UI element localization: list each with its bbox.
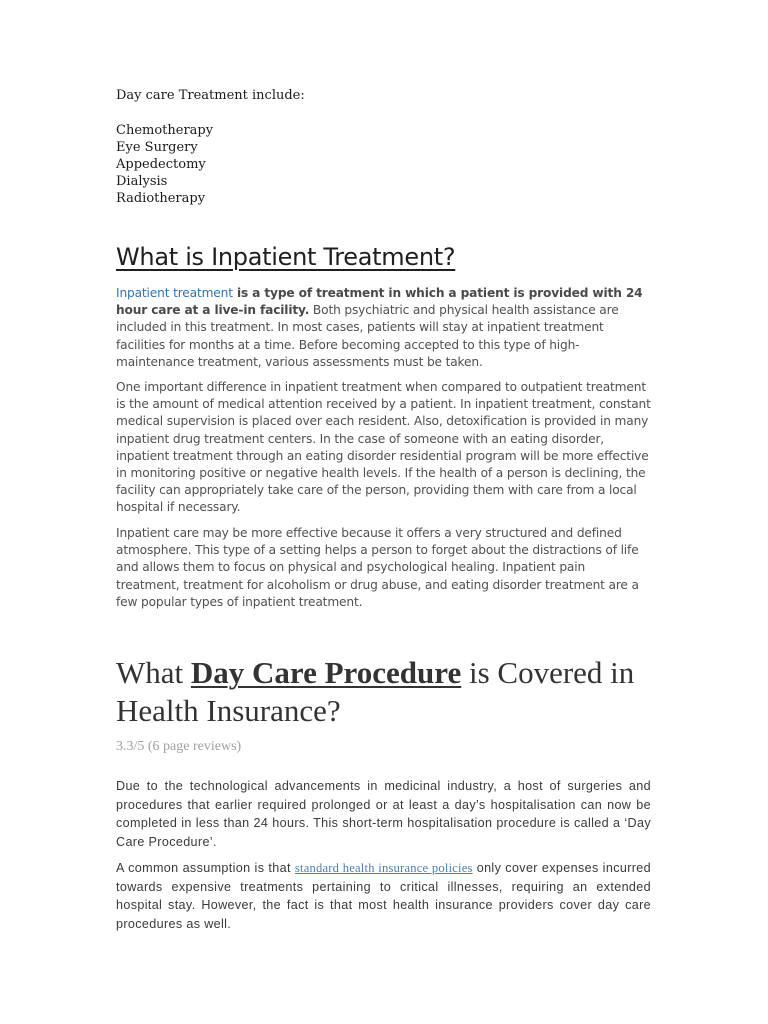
list-item: Chemotherapy bbox=[116, 123, 214, 138]
list-item: Radiotherapy bbox=[116, 191, 206, 206]
inpatient-heading: What is Inpatient Treatment? bbox=[116, 243, 456, 271]
heading-emphasis[interactable]: Day Care Procedure bbox=[190, 655, 462, 690]
day-care-paragraph-2-prefix: A common assumption is that bbox=[116, 861, 295, 875]
day-care-procedure-heading bbox=[116, 654, 636, 730]
day-care-paragraph-2-rest: only cover expenses incurred towards expensive treatments pertaining to critical illnesses, requiring an extended hospital stay. However, the fact is that most health insurance providers cover day care procedures as well. bbox=[116, 861, 651, 931]
day-care-paragraph-1: Due to the technological advancements in medicinal industry, a host of surgeries and procedures that earlier required prolonged or at least a day’s hospitalisation can now be completed in less than 24 hours. This short-term hospitalisation procedure is called a ‘Day Care Procedure’. bbox=[116, 779, 651, 849]
list-item: Dialysis bbox=[116, 174, 168, 189]
inpatient-paragraph-1-rest: Both psychiatric and physical health assistance are included in this treatment. In most cases, patients will stay at inpatient treatment facilities for months at a time. Before becoming accepted to this type of high-maintenance treatment, various assessments must be taken. bbox=[116, 303, 619, 369]
inpatient-treatment-link[interactable]: Inpatient treatment bbox=[116, 286, 233, 300]
day-care-treatment-list bbox=[116, 122, 213, 207]
list-item: Eye Surgery bbox=[116, 140, 198, 155]
heading-suffix: is Covered in Health Insurance? bbox=[116, 655, 635, 728]
inpatient-paragraph-2: One important difference in inpatient treatment when compared to outpatient treatment is the amount of medical attention received by a patient. In inpatient treatment, constant medical supervision is placed over each resident. Also, detoxification is provided in many inpatient drug treatment centers. In the case of someone with an eating disorder, inpatient treatment through an eating disorder residential program will be more effective in monitoring positive or negative health levels. If the health of a person is declining, the facility can appropriately take care of the person, providing them with care from a local hospital if necessary. bbox=[116, 380, 651, 515]
list-item: Appedectomy bbox=[116, 157, 206, 172]
inpatient-definition-bold: is a type of treatment in which a patient is provided with 24 hour care at a live-in facility. bbox=[116, 286, 643, 318]
day-care-paragraph-2 bbox=[116, 859, 651, 933]
day-care-intro: Day care Treatment include: bbox=[116, 88, 305, 103]
inpatient-paragraph-1 bbox=[116, 285, 652, 371]
heading-prefix: What bbox=[116, 655, 191, 690]
standard-policies-link[interactable]: standard health insurance policies bbox=[294, 861, 473, 875]
page-rating: 3.3/5 (6 page reviews) bbox=[116, 739, 242, 754]
inpatient-paragraph-3: Inpatient care may be more effective because it offers a very structured and defined atmosphere. This type of a setting helps a person to forget about the distractions of life and allows them to focus on physical and psychological healing. Inpatient pain treatment, treatment for alcoholism or drug abuse, and eating disorder treatment are a few popular types of inpatient treatment. bbox=[116, 526, 639, 609]
